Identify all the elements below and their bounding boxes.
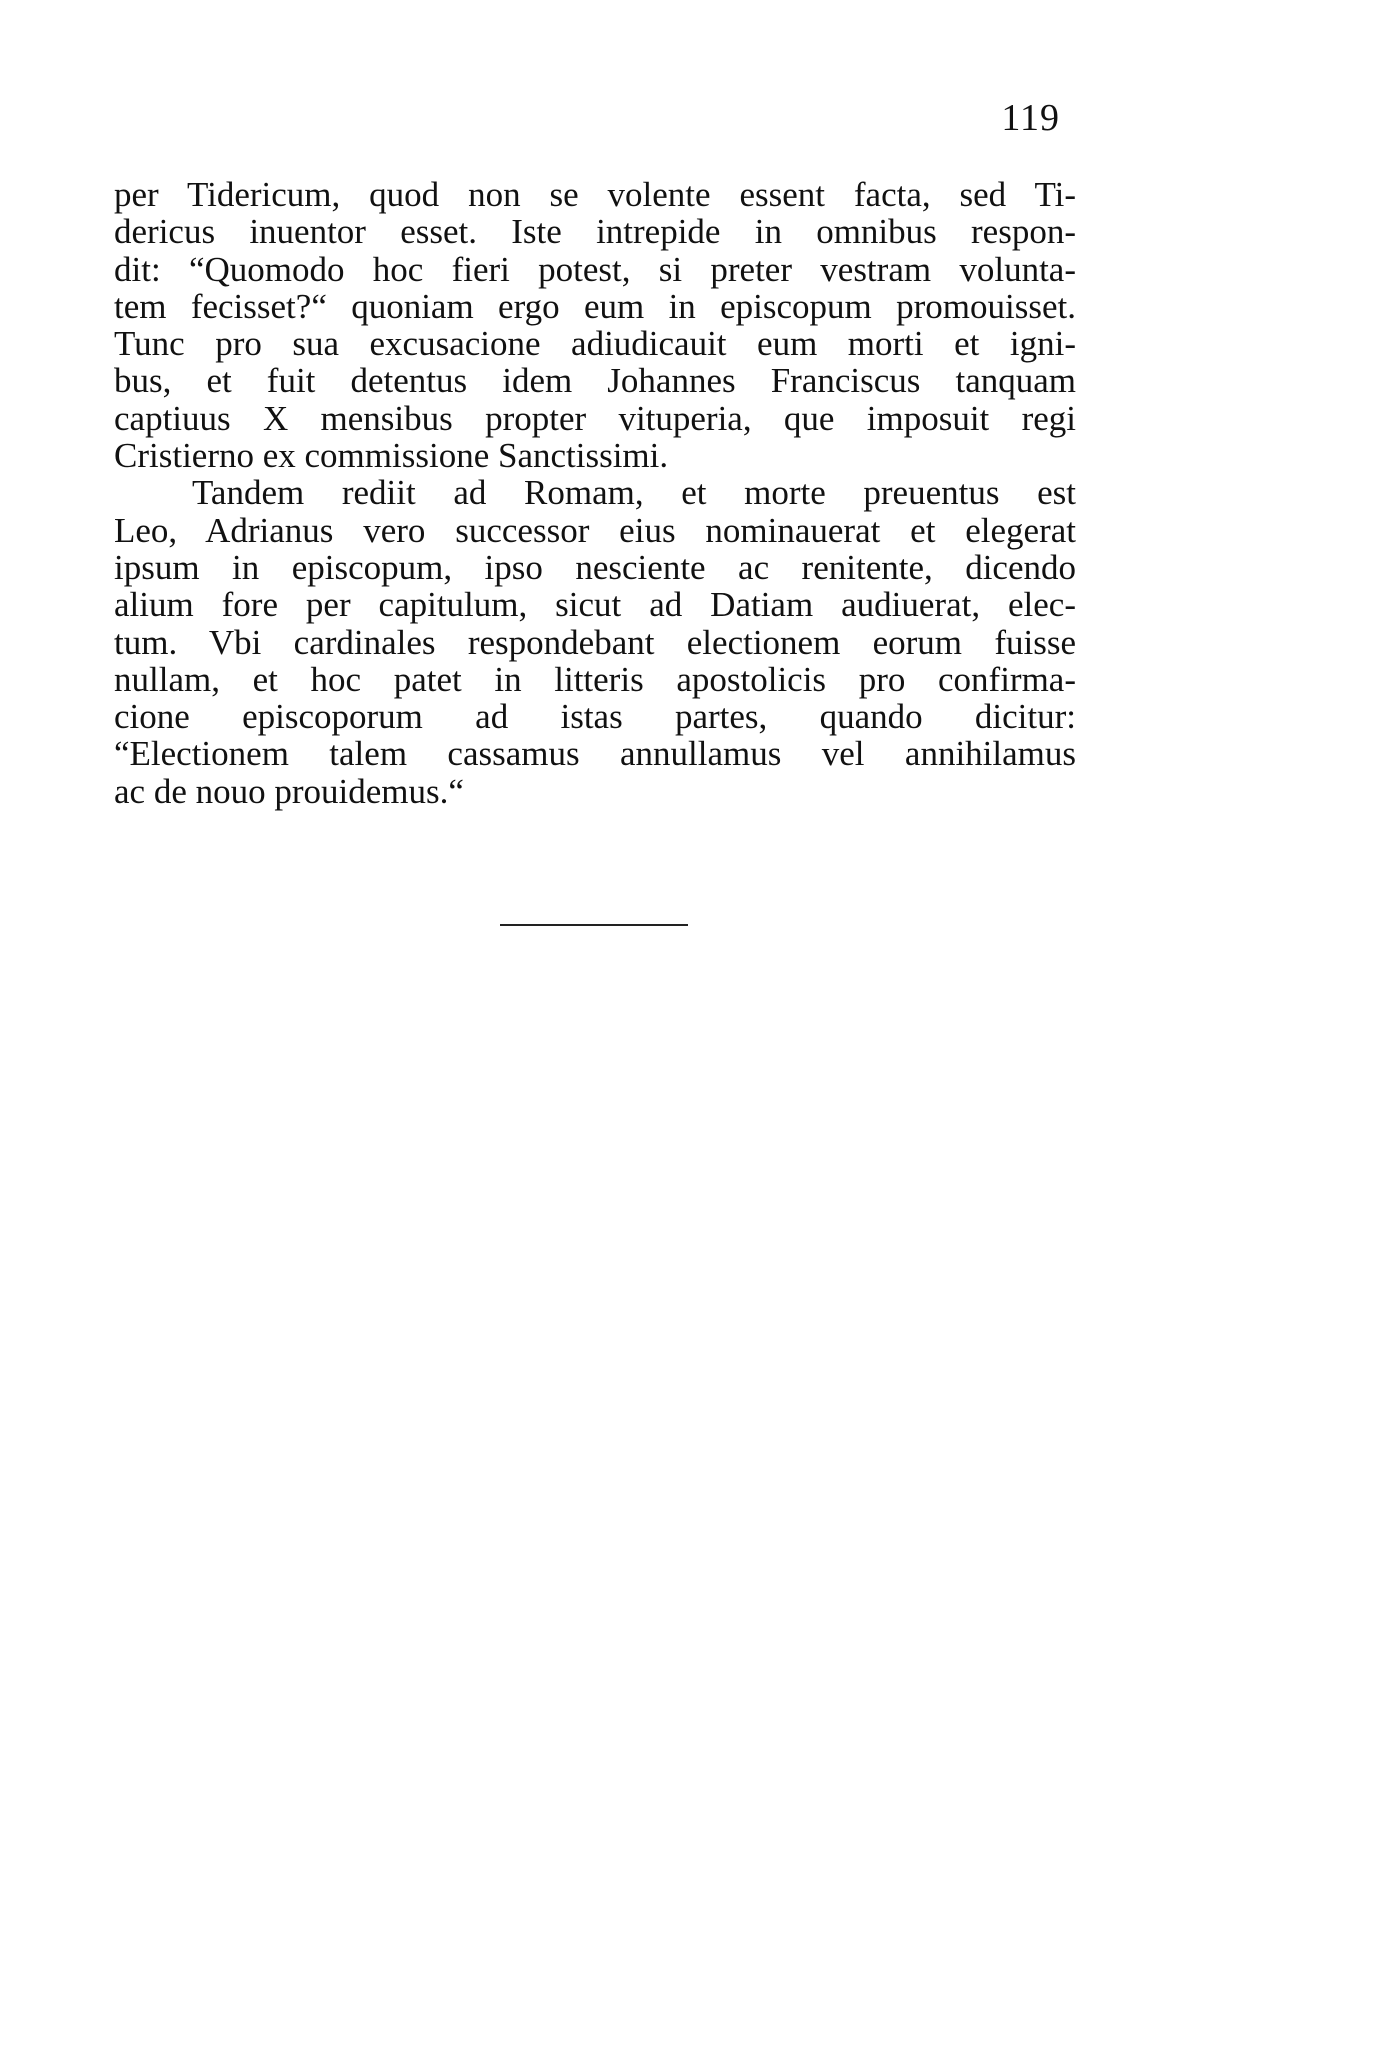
- paragraph: [114, 474, 1076, 810]
- text-line: ac de nouo prouidemus.“: [114, 771, 464, 811]
- text-line: cione episcoporum ad istas partes, quando dicitur:: [114, 697, 1076, 737]
- text-line: captiuus X mensibus propter vituperia, que imposuit regi: [114, 398, 1076, 438]
- page-number: 119: [1001, 97, 1060, 139]
- text-line: dericus inuentor esset. Iste intrepide in omnibus respon-: [114, 212, 1076, 252]
- text-line: Leo, Adrianus vero successor eius nominauerat et elegerat: [114, 510, 1076, 550]
- text-line: ipsum in episcopum, ipso nesciente ac renitente, dicendo: [114, 547, 1076, 587]
- text-line: nullam, et hoc patet in litteris apostolicis pro confirma-: [114, 659, 1076, 699]
- text-line: Cristierno ex commissione Sanctissimi.: [114, 436, 669, 476]
- text-line: alium fore per capitulum, sicut ad Datiam audiuerat, elec-: [114, 585, 1076, 625]
- body-text: [114, 176, 1076, 810]
- text-line: Tunc pro sua excusacione adiudicauit eum morti et igni-: [114, 324, 1076, 364]
- text-line: per Tidericum, quod non se volente essent facta, sed Ti-: [114, 175, 1076, 214]
- text-line: Tandem rediit ad Romam, et morte preuentus est: [192, 473, 1076, 513]
- text-line: tum. Vbi cardinales respondebant electionem eorum fuisse: [114, 622, 1076, 662]
- text-line: dit: “Quomodo hoc fieri potest, si preter vestram volunta-: [114, 249, 1076, 289]
- paragraph: [114, 176, 1076, 474]
- text-line: “Electionem talem cassamus annullamus vel annihilamus: [114, 734, 1076, 774]
- text-line: bus, et fuit detentus idem Johannes Franciscus tanquam: [114, 361, 1076, 401]
- section-divider: [500, 924, 688, 926]
- text-line: tem fecisset?“ quoniam ergo eum in episcopum promouisset.: [114, 286, 1076, 326]
